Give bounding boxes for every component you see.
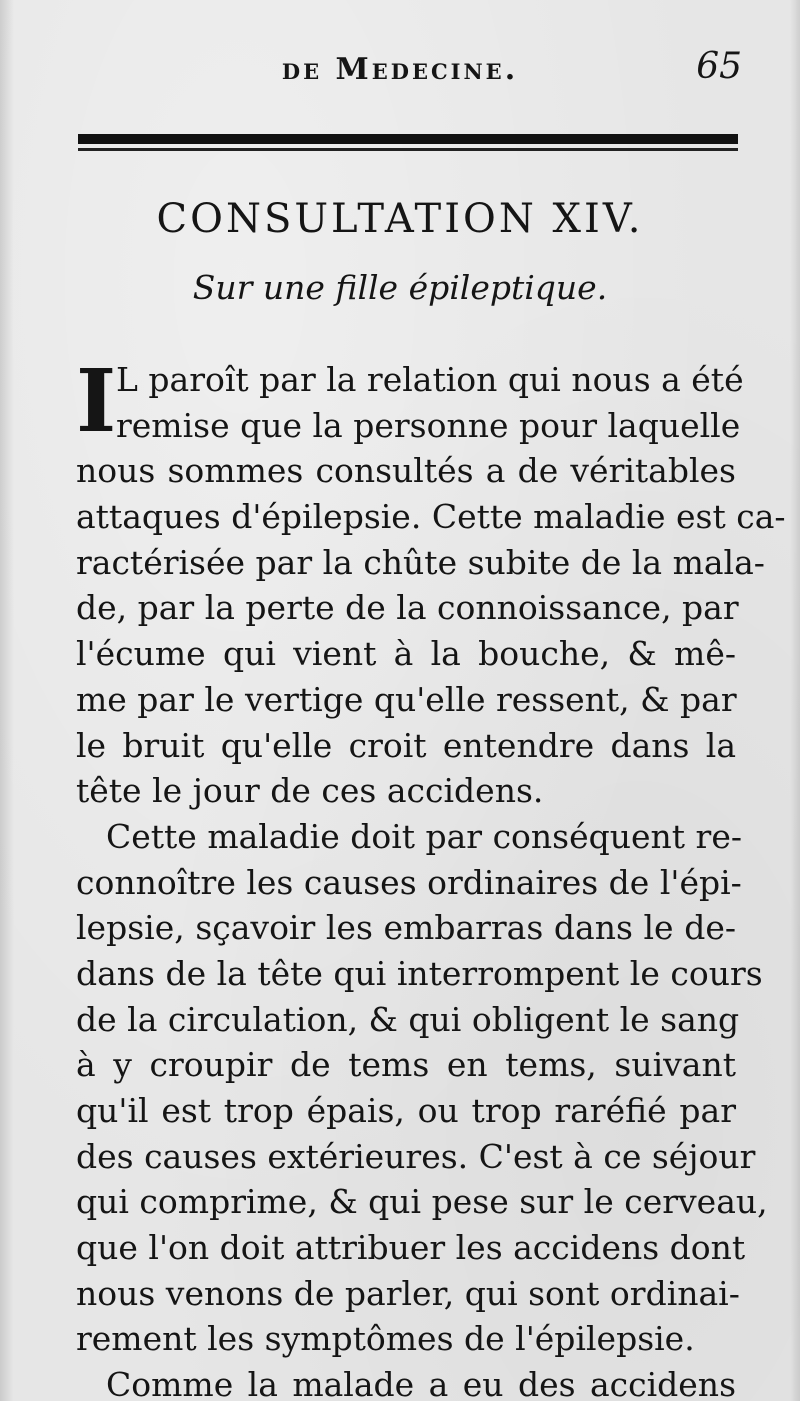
text-line: nous sommes consultés a de véritables: [76, 451, 736, 491]
text-line: nous venons de parler, qui sont ordinai-: [76, 1273, 740, 1313]
text-line: ractérisée par la chûte subite de la mala-: [76, 542, 765, 582]
consultation-title: CONSULTATION XIV.: [156, 196, 644, 242]
page-number: 65: [696, 46, 742, 87]
text-line: qui comprime, & qui pese sur le cerveau,: [76, 1182, 768, 1222]
text-line: de, par la perte de la connoissance, par: [76, 588, 739, 628]
text-line: Cette maladie doit par conséquent re-: [106, 816, 743, 856]
text-line: remise que la personne pour laquelle: [116, 405, 741, 445]
text-line: attaques d'épilepsie. Cette maladie est ca-: [76, 497, 786, 537]
body-text: [76, 351, 786, 1401]
running-title: de Medecine.: [281, 52, 519, 87]
text-line: tête le jour de ces accidens.: [76, 771, 544, 811]
text-line: que l'on doit attribuer les accidens dont: [76, 1228, 746, 1268]
text-line: rement les symptômes de l'épilepsie.: [76, 1319, 695, 1359]
running-head: [0, 46, 800, 94]
text-line: de la circulation, & qui obligent le sang: [76, 999, 740, 1039]
text-line: me par le vertige qu'elle ressent, & par: [76, 679, 737, 719]
paragraph-2: [76, 814, 768, 1362]
header-rule-thin: [78, 148, 738, 151]
text-line: à y croupir de tems en tems, suivant: [76, 1045, 736, 1085]
text-line: des causes extérieures. C'est à ce séjour: [76, 1136, 756, 1176]
paragraph-3: [76, 1362, 736, 1401]
text-line: qu'il est trop épais, ou trop raréfié par: [76, 1091, 736, 1130]
text-line: lepsie, sçavoir les embarras dans le de-: [76, 908, 736, 948]
text-line: dans de la tête qui interrompent le cours: [76, 953, 763, 993]
header-rule-thick: [78, 134, 738, 144]
text-line: l'écume qui vient à la bouche, & mê-: [76, 634, 736, 674]
text-line: le bruit qu'elle croit entendre dans la: [76, 725, 736, 765]
text-line: connoître les causes ordinaires de l'épi-: [76, 862, 742, 902]
drop-cap: I: [76, 351, 117, 452]
header-rule: [78, 134, 738, 156]
text-line: Comme la malade a eu des accidens: [106, 1365, 736, 1401]
text-line: L paroît par la relation qui nous a été: [116, 360, 744, 399]
consultation-subtitle: Sur une fille épileptique.: [192, 268, 608, 307]
paragraph-1: [76, 351, 786, 814]
